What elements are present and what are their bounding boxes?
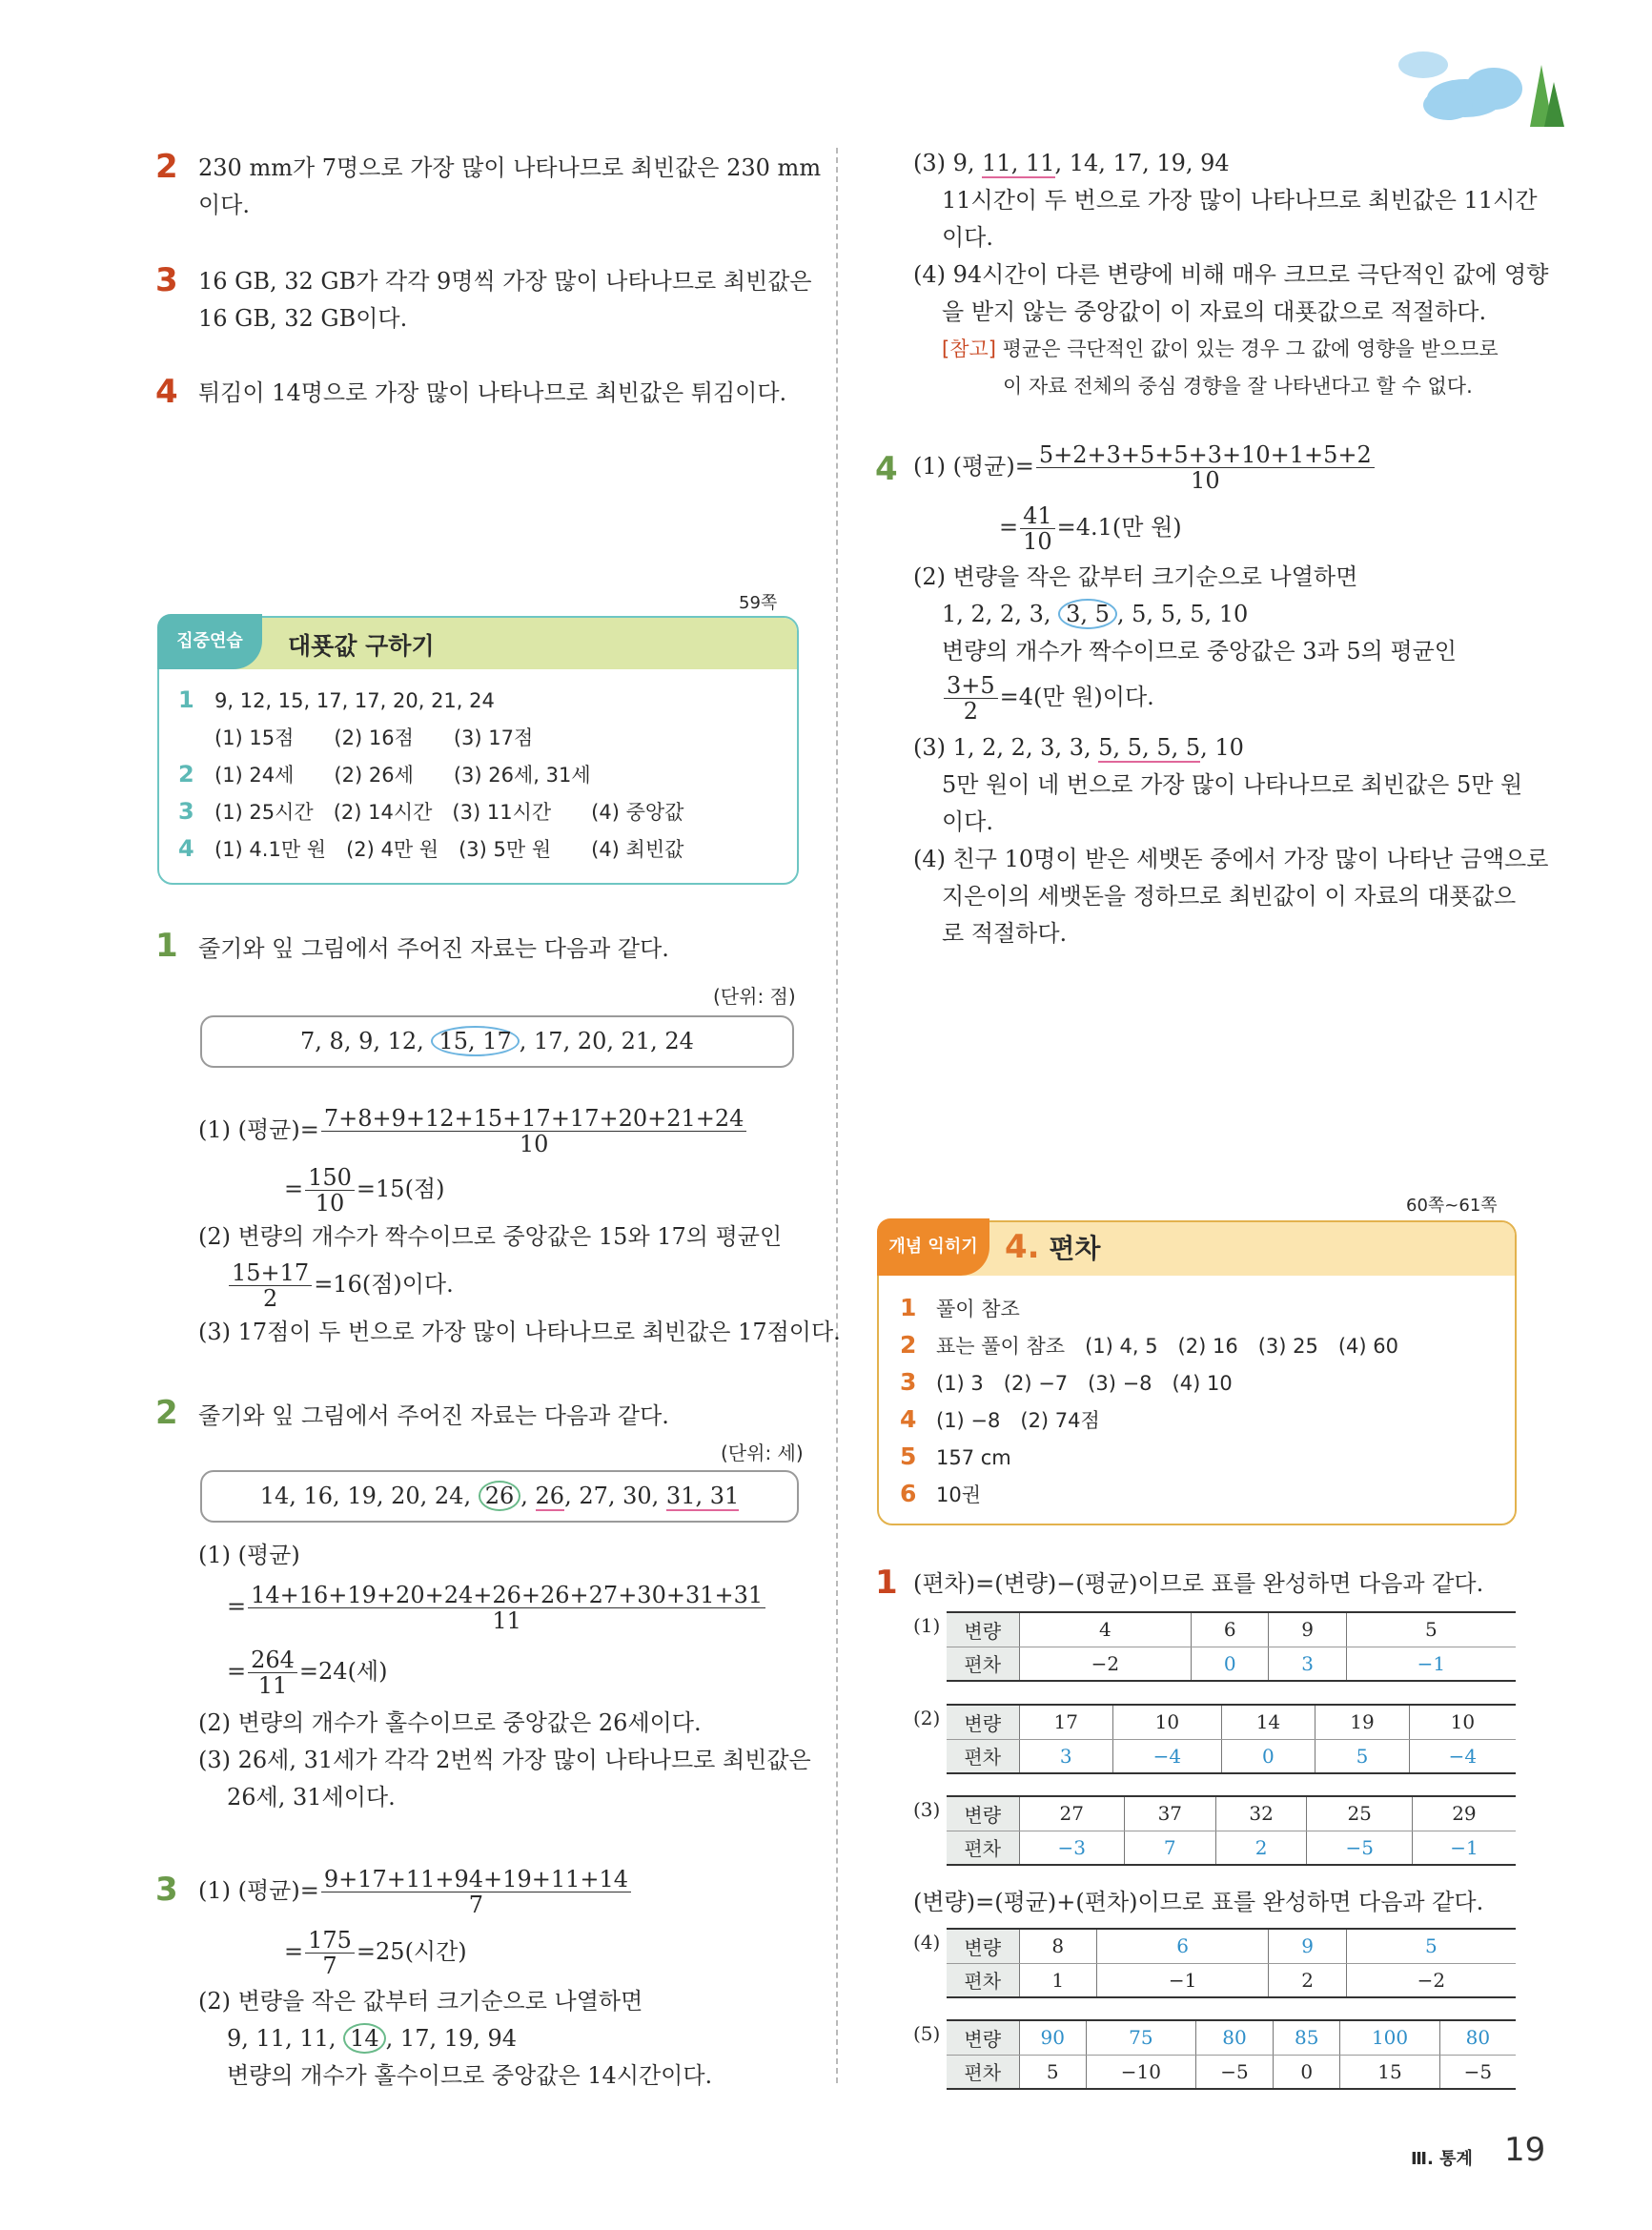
s2-mode-line1: (3) 26세, 31세가 각각 2번씩 가장 많이 나타나므로 최빈값은 bbox=[198, 1747, 811, 1773]
concept-title: 4. 편차 bbox=[1005, 1228, 1101, 1266]
r-s3c-line5: 을 받지 않는 중앙값이 이 자료의 대푯값으로 적절하다. bbox=[942, 298, 1487, 325]
concept-row: 1 풀이 참조 bbox=[900, 1294, 1020, 1321]
s2-mean-result: = $\frac{264}{11}$ =24(세) bbox=[227, 1647, 388, 1699]
cloud-tree-icon bbox=[1387, 46, 1568, 132]
s1-data-box: 7, 8, 9, 12, 15, 17 , 17, 20, 21, 24 bbox=[200, 1015, 794, 1068]
r-s4-rep-line3: 로 적절하다. bbox=[942, 920, 1068, 947]
deviation-table-1: 변량 4 6 9 5 편차 −2 0 3 −1 bbox=[947, 1611, 1516, 1682]
concept-row: 5 157 cm bbox=[900, 1442, 1011, 1470]
practice-row: 2 (1) 24세 (2) 26세 (3) 26세, 31세 bbox=[178, 761, 591, 788]
s1-intro: 줄기와 잎 그림에서 주어진 자료는 다음과 같다. bbox=[198, 935, 669, 962]
page-number: 19 bbox=[1504, 2131, 1546, 2169]
r-s4-median-result: $\frac{3+5}{2}$ =4(만 원)이다. bbox=[942, 673, 1154, 724]
r-s4-list: 1, 2, 2, 3, 3, 5 , 5, 5, 5, 10 bbox=[942, 601, 1249, 627]
r-s3c-line4: (4) 94시간이 다른 변량에 비해 매우 크므로 극단적인 값에 영향 bbox=[913, 261, 1549, 288]
q4-line1: 튀김이 14명으로 가장 많이 나타나므로 최빈값은 튀김이다. bbox=[198, 379, 787, 406]
r-s4-median-line3: 변량의 개수가 짝수이므로 중앙값은 3과 5의 평균인 bbox=[942, 638, 1457, 665]
concept-row: 4 (1) −8 (2) 74점 bbox=[900, 1405, 1100, 1433]
r-s3c-line3: 이다. bbox=[942, 224, 993, 251]
d1-intro: (편차)=(변량)−(평균)이므로 표를 완성하면 다음과 같다. bbox=[913, 1570, 1484, 1597]
s2-number: 2 bbox=[155, 1394, 178, 1432]
s1-mean: (1) (평균)= $\frac{7+8+9+12+15+17+17+20+21+24}{10}$ bbox=[198, 1106, 748, 1156]
s2-intro: 줄기와 잎 그림에서 주어진 자료는 다음과 같다. bbox=[198, 1402, 669, 1429]
deviation-table-3: 변량 27 37 32 25 29 편차 −3 7 2 −5 −1 bbox=[947, 1795, 1516, 1866]
s3-median-line1: (2) 변량을 작은 값부터 크기순으로 나열하면 bbox=[198, 1988, 643, 2015]
s1-number: 1 bbox=[155, 927, 178, 965]
table4-label: (4) bbox=[913, 1931, 941, 1954]
r-note-line2: 이 자료 전체의 중심 경향을 잘 나타낸다고 할 수 없다. bbox=[1003, 375, 1473, 398]
s3-median-circle: 14 bbox=[343, 2023, 386, 2054]
q2-line1: 230 mm가 7명으로 가장 많이 나타나므로 최빈값은 230 mm bbox=[198, 154, 822, 181]
r-s4-rep-line2: 지은이의 세뱃돈을 정하므로 최빈값이 이 자료의 대푯값으 bbox=[942, 883, 1517, 910]
concept-tag: 개념 익히기 bbox=[877, 1218, 989, 1276]
s2-unit: (단위: 세) bbox=[721, 1442, 804, 1464]
s3-list: 9, 11, 11, 14 , 17, 19, 94 bbox=[227, 2025, 518, 2052]
table2-label: (2) bbox=[913, 1707, 941, 1729]
s1-median-line: (2) 변량의 개수가 짝수이므로 중앙값은 15와 17의 평균인 bbox=[198, 1223, 783, 1250]
practice-row: 4 (1) 4.1만 원 (2) 4만 원 (3) 5만 원 (4) 최빈값 bbox=[178, 835, 684, 862]
r-s3c-line1: (3) 9, 11, 11, 14, 17, 19, 94 bbox=[913, 150, 1230, 176]
practice-row: 3 (1) 25시간 (2) 14시간 (3) 11시간 (4) 중앙값 bbox=[178, 798, 684, 825]
s2-mean: = $\frac{14+16+19+20+24+26+26+27+30+31+31}{11}$ bbox=[227, 1583, 767, 1633]
practice-row: 1 9, 12, 15, 17, 17, 20, 21, 24 bbox=[178, 686, 495, 713]
s2-mean-label: (1) (평균) bbox=[198, 1542, 300, 1568]
column-divider bbox=[836, 148, 838, 2083]
deviation-table-4: 변량 8 6 9 5 편차 1 −1 2 −2 bbox=[947, 1928, 1516, 1998]
table1-label: (1) bbox=[913, 1614, 941, 1637]
d1-intro2: (변량)=(평균)+(편차)이므로 표를 완성하면 다음과 같다. bbox=[913, 1889, 1484, 1915]
s2-mode-line2: 26세, 31세이다. bbox=[227, 1784, 396, 1811]
r-s4-mode-line1: (3) 1, 2, 2, 3, 3, 5, 5, 5, 5, 10 bbox=[913, 734, 1244, 761]
table3-label: (3) bbox=[913, 1798, 941, 1821]
practice-box bbox=[157, 616, 799, 885]
s1-mode: (3) 17점이 두 번으로 가장 많이 나타나므로 최빈값은 17점이다. bbox=[198, 1319, 841, 1345]
r-s4-mode-line2: 5만 원이 네 번으로 가장 많이 나타나므로 최빈값은 5만 원 bbox=[942, 771, 1523, 798]
r-s4-rep-line1: (4) 친구 10명이 받은 세뱃돈 중에서 가장 많이 나타난 금액으로 bbox=[913, 846, 1549, 872]
s3-median-line3: 변량의 개수가 홀수이므로 중앙값은 14시간이다. bbox=[227, 2062, 713, 2089]
concept-box bbox=[877, 1220, 1517, 1525]
s2-median: (2) 변량의 개수가 홀수이므로 중앙값은 26세이다. bbox=[198, 1709, 702, 1736]
s2-median-circle: 26 bbox=[479, 1481, 521, 1511]
concept-row: 6 10권 bbox=[900, 1480, 982, 1507]
q2-line2: 이다. bbox=[198, 192, 250, 218]
q4-number: 4 bbox=[155, 373, 178, 411]
r-s3c-line2: 11시간이 두 번으로 가장 많이 나타나므로 최빈값은 11시간 bbox=[942, 187, 1538, 214]
q3-line2: 16 GB, 32 GB이다. bbox=[198, 305, 408, 332]
footer-section: Ⅲ. 통계 bbox=[1411, 2149, 1473, 2169]
r-s4-mean: (1) (평균)= $\frac{5+2+3+5+5+3+10+1+5+2}{10}$ bbox=[913, 442, 1377, 493]
concept-row: 3 (1) 3 (2) −7 (3) −8 (4) 10 bbox=[900, 1368, 1233, 1396]
r-s4-median-line1: (2) 변량을 작은 값부터 크기순으로 나열하면 bbox=[913, 563, 1358, 590]
practice-page-ref: 59쪽 bbox=[739, 593, 778, 613]
q3-number: 3 bbox=[155, 261, 178, 299]
q2-number: 2 bbox=[155, 148, 178, 186]
d1-number: 1 bbox=[875, 1564, 898, 1602]
q3-line1: 16 GB, 32 GB가 각각 9명씩 가장 많이 나타나므로 최빈값은 bbox=[198, 268, 812, 295]
s1-median-circle: 15, 17 bbox=[431, 1026, 519, 1056]
s1-unit: (단위: 점) bbox=[713, 985, 796, 1008]
concept-row: 2 표는 풀이 참조 (1) 4, 5 (2) 16 (3) 25 (4) 60 bbox=[900, 1331, 1398, 1359]
s1-mean-result: = $\frac{150}{10}$ =15(점) bbox=[284, 1164, 445, 1217]
practice-tag: 집중연습 bbox=[157, 614, 262, 669]
deviation-table-2: 변량 17 10 14 19 10 편차 3 −4 0 5 −4 bbox=[947, 1704, 1516, 1774]
s3-mean-result: = $\frac{175}{7}$ =25(시간) bbox=[284, 1927, 467, 1979]
r-s4-mode-line3: 이다. bbox=[942, 808, 993, 835]
r-s4-median-circle: 3, 5 bbox=[1058, 599, 1117, 629]
deviation-table-5: 변량 90 75 80 85 100 80 편차 5 −10 −5 0 15 −5 bbox=[947, 2019, 1516, 2090]
concept-page-ref: 60쪽~61쪽 bbox=[1406, 1196, 1498, 1216]
r-note-line1: [참고] 평균은 극단적인 값이 있는 경우 그 값에 영향을 받으므로 bbox=[942, 338, 1499, 360]
practice-title: 대푯값 구하기 bbox=[288, 632, 435, 660]
s3-mean: (1) (평균)= $\frac{9+17+11+94+19+11+14}{7}$ bbox=[198, 1867, 633, 1917]
r-s4-mean-result: = $\frac{41}{10}$ =4.1(만 원) bbox=[999, 502, 1182, 555]
practice-row: (1) 15점 (2) 16점 (3) 17점 bbox=[214, 726, 534, 749]
s2-data-box: 14, 16, 19, 20, 24, 26 , 26, 27, 30, 31, 31 bbox=[200, 1470, 799, 1523]
r-s4-number: 4 bbox=[875, 450, 898, 488]
s3-number: 3 bbox=[155, 1871, 178, 1909]
s1-median-result: $\frac{15+17}{2}$ =16(점)이다. bbox=[227, 1260, 454, 1311]
table5-label: (5) bbox=[913, 2022, 941, 2045]
